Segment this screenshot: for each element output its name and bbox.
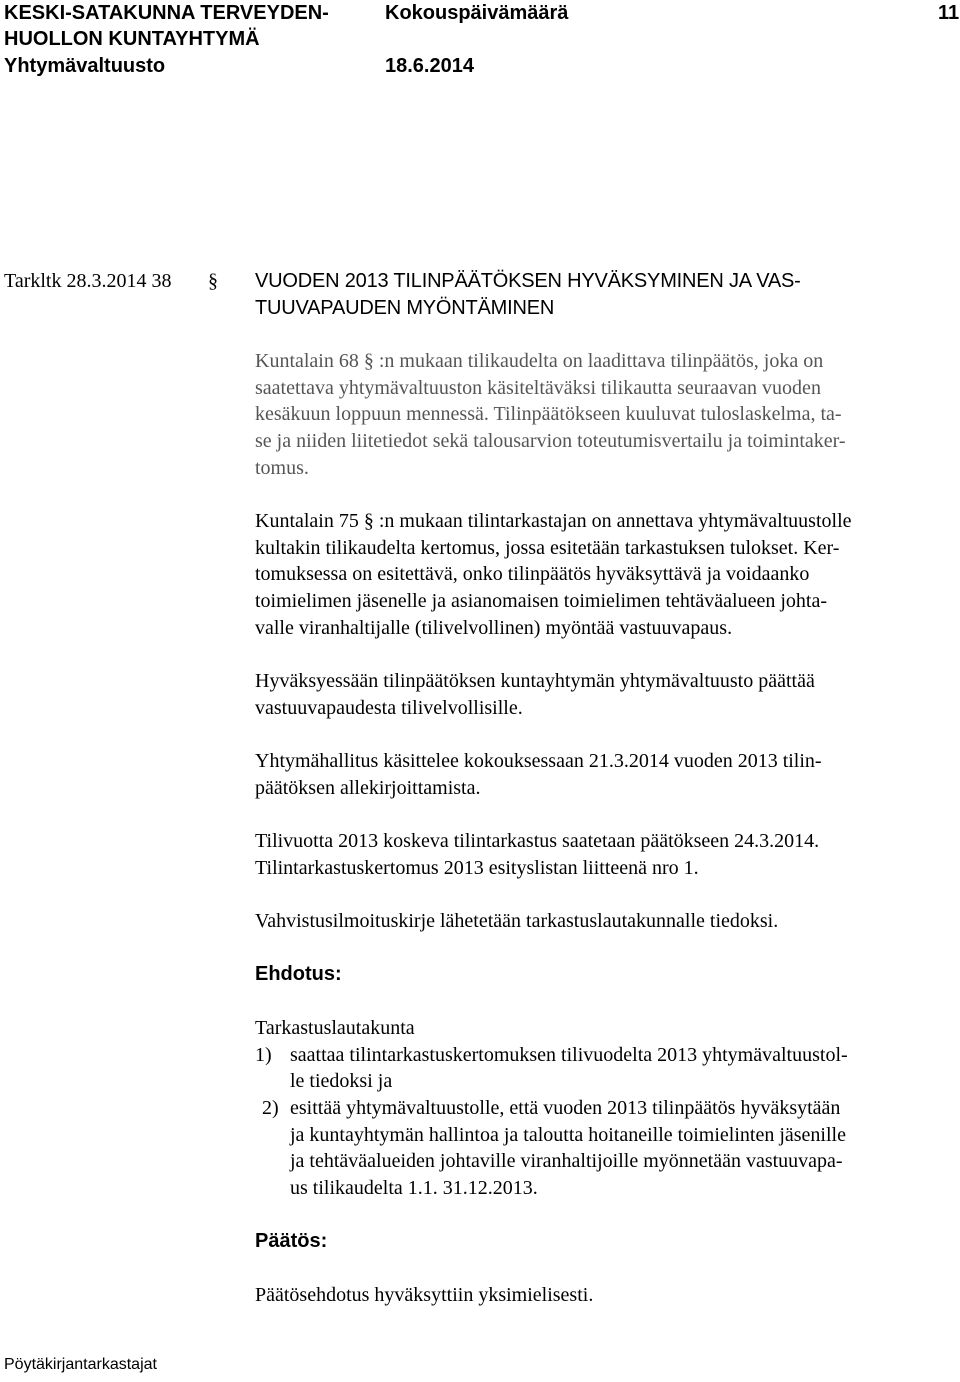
proposal-item-line: us tilikaudelta 1.1. 31.12.2013. [290, 1177, 538, 1199]
paragraph-2-line: valle viranhaltijalle (tilivelvollinen) myöntää vastuuvapaus. [255, 617, 733, 639]
proposal-item-line: ja kuntayhtymän hallintoa ja taloutta hoitaneille toimielinten jäsenille [290, 1124, 846, 1146]
paragraph-1-line: tomus. [255, 457, 309, 479]
meeting-date: 18.6.2014 [385, 55, 474, 77]
paragraph-5-line: Tilivuotta 2013 koskeva tilintarkastus saatetaan päätökseen 24.3.2014. [255, 830, 820, 852]
org-name-line2: HUOLLON KUNTAYHTYMÄ [4, 28, 260, 50]
paragraph-1-line: se ja niiden liitetiedot sekä talousarvion toteutumisvertailu ja toimintaker- [255, 430, 846, 452]
proposal-item-line: le tiedoksi ja [290, 1070, 393, 1092]
paragraph-1-line: saatettava yhtymävaltuuston käsiteltäväksi tilikautta seuraavan vuoden [255, 377, 821, 399]
paragraph-1-line: kesäkuun loppuun mennessä. Tilinpäätökseen kuuluvat tuloslaskelma, ta- [255, 403, 842, 425]
proposal-item-line: ja tehtäväalueiden johtaville viranhaltijoille myönnetään vastuuvapa- [290, 1150, 843, 1172]
paragraph-3-line: Hyväksyessään tilinpäätöksen kuntayhtymän yhtymävaltuusto päättää [255, 670, 815, 692]
item-title-line2: TUUVAPAUDEN MYÖNTÄMINEN [255, 297, 555, 319]
proposal-item-number: 2) [262, 1097, 279, 1119]
paragraph-1-line: Kuntalain 68 § :n mukaan tilikaudelta on laadittava tilinpäätös, joka on [255, 350, 824, 372]
proposal-item-number: 1) [255, 1044, 272, 1066]
paragraph-4-line: päätöksen allekirjoittamista. [255, 777, 481, 799]
proposal-heading: Ehdotus: [255, 963, 342, 985]
org-name-line1: KESKI-SATAKUNNA TERVEYDEN- [4, 2, 329, 24]
paragraph-2-line: kultakin tilikaudelta kertomus, jossa esitetään tarkastuksen tulokset. Ker- [255, 537, 840, 559]
body-name: Yhtymävaltuusto [4, 55, 166, 77]
paragraph-2-line: toimielimen jäsenelle ja asianomaisen toimielimen tehtäväalueen johta- [255, 590, 828, 612]
item-title-line1: VUODEN 2013 TILINPÄÄTÖKSEN HYVÄKSYMINEN JA VAS- [255, 270, 801, 292]
paragraph-6-line: Vahvistusilmoituskirje lähetetään tarkastuslautakunnalle tiedoksi. [255, 910, 779, 932]
proposal-intro: Tarkastuslautakunta [255, 1017, 415, 1039]
meeting-date-label: Kokouspäivämäärä [385, 2, 569, 24]
decision-text: Päätösehdotus hyväksyttiin yksimielisesti. [255, 1284, 594, 1306]
paragraph-4-line: Yhtymähallitus käsittelee kokouksessaan 21.3.2014 vuoden 2013 tilin- [255, 750, 822, 772]
item-reference: Tarkltk 28.3.2014 38 [4, 270, 172, 292]
paragraph-2-line: Kuntalain 75 § :n mukaan tilintarkastajan on annettava yhtymävaltuustolle [255, 510, 852, 532]
section-sign: § [208, 270, 218, 292]
paragraph-3-line: vastuuvapaudesta tilivelvollisille. [255, 697, 523, 719]
proposal-item-line: esittää yhtymävaltuustolle, että vuoden 2013 tilinpäätös hyväksytään [290, 1097, 841, 1119]
proposal-item-line: saattaa tilintarkastuskertomuksen tilivuodelta 2013 yhtymävaltuustol- [290, 1044, 848, 1066]
page-number: 11 [938, 2, 960, 24]
paragraph-5-line: Tilintarkastuskertomus 2013 esityslistan liitteenä nro 1. [255, 857, 699, 879]
paragraph-2-line: tomuksessa on esitettävä, onko tilinpäätös hyväksyttävä ja voidaanko [255, 563, 810, 585]
decision-heading: Päätös: [255, 1230, 328, 1252]
footer-label: Pöytäkirjantarkastajat [4, 1356, 157, 1373]
